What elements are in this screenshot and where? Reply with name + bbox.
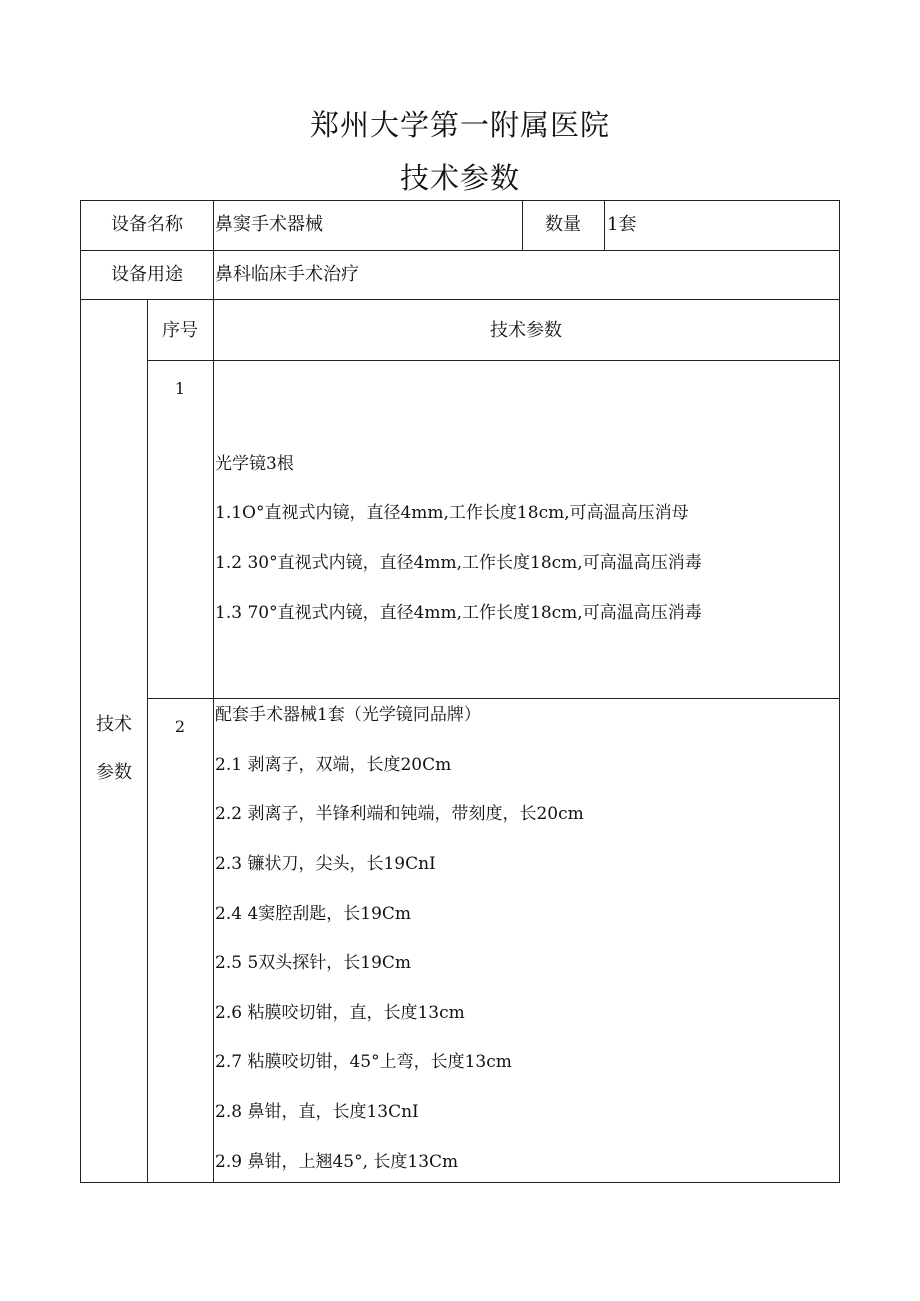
col-divider <box>147 299 148 1182</box>
col-divider <box>213 299 214 1182</box>
row-seq: 1 <box>174 379 186 398</box>
device-use-value: 鼻科临床手术治疗 <box>215 264 359 285</box>
device-use-label: 设备用途 <box>111 264 183 285</box>
document-title: 郑州大学第一附属医院 <box>309 108 610 142</box>
column-header-spec: 技术参数 <box>490 320 562 341</box>
device-name-label: 设备名称 <box>111 214 183 235</box>
spec-line: 配套手术器械1套（光学镜同品牌） <box>215 705 481 725</box>
row-divider <box>147 698 839 699</box>
col-divider <box>604 201 605 250</box>
spec-line: 2.6 粘膜咬切钳，直，长度13cm <box>215 1003 465 1023</box>
spec-line: 2.8 鼻钳，直，长度13CnI <box>215 1102 419 1122</box>
tech-params-group-label: 参数 <box>96 762 132 783</box>
column-header-seq: 序号 <box>162 320 198 341</box>
document-subtitle: 技术参数 <box>399 161 520 195</box>
device-name-value: 鼻窦手术器械 <box>215 214 323 235</box>
row-seq: 2 <box>174 717 186 736</box>
spec-table <box>80 200 840 1183</box>
spec-line: 2.9 鼻钳，上翘45°, 长度13Cm <box>215 1152 459 1172</box>
spec-line: 2.7 粘膜咬切钳，45°上弯，长度13cm <box>215 1052 512 1072</box>
col-divider <box>213 250 214 299</box>
spec-line: 2.4 4窦腔刮匙，长19Cm <box>215 904 412 924</box>
spec-line: 2.3 镰状刀，尖头，长19CnI <box>215 854 436 874</box>
tech-params-group-label: 技术 <box>96 714 132 735</box>
col-divider <box>213 201 214 250</box>
spec-line: 2.1 剥离子，双端，长度20Cm <box>215 755 452 775</box>
quantity-value: 1套 <box>607 214 637 235</box>
spec-line: 1.3 70°直视式内镜，直径4mm,工作长度18cm,可高温高压消毒 <box>215 603 702 623</box>
quantity-label: 数量 <box>545 214 581 235</box>
spec-line: 1.1O°直视式内镜，直径4mm,工作长度18cm,可高温高压消母 <box>215 503 689 523</box>
row-divider <box>81 250 839 251</box>
spec-line: 1.2 30°直视式内镜，直径4mm,工作长度18cm,可高温高压消毒 <box>215 553 702 573</box>
spec-line: 2.2 剥离子，半锋利端和钝端，带刻度，长20cm <box>215 804 584 824</box>
row-divider <box>147 360 839 361</box>
spec-line: 光学镜3根 <box>215 454 294 474</box>
row-divider <box>81 299 839 300</box>
spec-line: 2.5 5双头探针，长19Cm <box>215 953 412 973</box>
